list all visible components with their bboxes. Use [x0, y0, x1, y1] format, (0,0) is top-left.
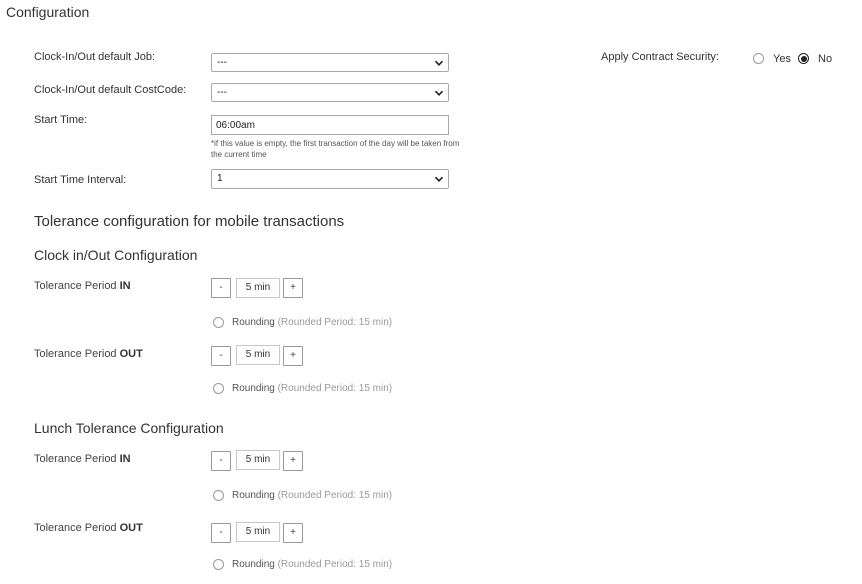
lunch-out-plus-button[interactable]: + — [283, 523, 303, 543]
clock-config-title: Clock in/Out Configuration — [34, 247, 198, 263]
contract-security-label: Apply Contract Security: — [601, 51, 719, 63]
chevron-down-icon — [434, 174, 444, 184]
lunch-out-minus-button[interactable]: - — [211, 523, 231, 543]
tolerance-section-title: Tolerance configuration for mobile transactions — [34, 213, 345, 230]
clock-out-plus-button[interactable]: + — [283, 346, 303, 366]
clock-in-tolerance-label: Tolerance Period IN — [34, 280, 131, 292]
clock-in-plus-button[interactable]: + — [283, 278, 303, 298]
lunch-out-rounding-label: Rounding (Rounded Period: 15 min) — [232, 559, 393, 570]
lunch-in-rounding-label: Rounding (Rounded Period: 15 min) — [232, 490, 393, 501]
clock-in-value[interactable]: 5 min — [236, 278, 280, 298]
clock-out-rounding-label: Rounding (Rounded Period: 15 min) — [232, 383, 393, 394]
contract-security-yes-label: Yes — [773, 53, 791, 65]
lunch-config-title: Lunch Tolerance Configuration — [34, 420, 224, 436]
contract-security-no-label: No — [818, 53, 833, 65]
start-time-input[interactable] — [211, 115, 449, 135]
clock-in-rounding-radio[interactable] — [213, 317, 224, 328]
clock-out-value[interactable]: 5 min — [236, 345, 280, 365]
default-costcode-label: Clock-In/Out default CostCode: — [34, 84, 187, 96]
lunch-in-rounding-radio[interactable] — [213, 490, 224, 501]
lunch-out-tolerance-label: Tolerance Period OUT — [34, 522, 143, 534]
page-title: Configuration — [6, 4, 90, 20]
start-interval-label: Start Time Interval: — [34, 174, 127, 186]
clock-in-rounding-label: Rounding (Rounded Period: 15 min) — [232, 317, 393, 328]
start-time-hint: *if this value is empty, the first transaction of the day will be taken from the current time — [211, 139, 460, 159]
contract-security-yes-radio[interactable] — [753, 53, 764, 64]
default-costcode-select[interactable] — [211, 83, 449, 102]
lunch-in-plus-button[interactable]: + — [283, 451, 303, 471]
chevron-down-icon — [434, 88, 444, 98]
default-job-select[interactable] — [211, 53, 449, 72]
lunch-in-minus-button[interactable]: - — [211, 451, 231, 471]
clock-out-minus-button[interactable]: - — [211, 346, 231, 366]
start-interval-value: 1 — [217, 173, 223, 184]
default-costcode-value: --- — [217, 87, 227, 98]
contract-security-no-radio[interactable] — [798, 53, 809, 64]
default-job-value: --- — [217, 57, 227, 68]
lunch-in-tolerance-label: Tolerance Period IN — [34, 453, 131, 465]
clock-out-tolerance-label: Tolerance Period OUT — [34, 348, 143, 360]
clock-out-rounding-radio[interactable] — [213, 383, 224, 394]
clock-in-minus-button[interactable]: - — [211, 278, 231, 298]
lunch-out-value[interactable]: 5 min — [236, 522, 280, 542]
chevron-down-icon — [434, 58, 444, 68]
lunch-out-rounding-radio[interactable] — [213, 559, 224, 570]
start-time-label: Start Time: — [34, 114, 88, 126]
default-job-label: Clock-In/Out default Job: — [34, 51, 156, 63]
lunch-in-value[interactable]: 5 min — [236, 450, 280, 470]
start-interval-select[interactable] — [211, 169, 449, 189]
